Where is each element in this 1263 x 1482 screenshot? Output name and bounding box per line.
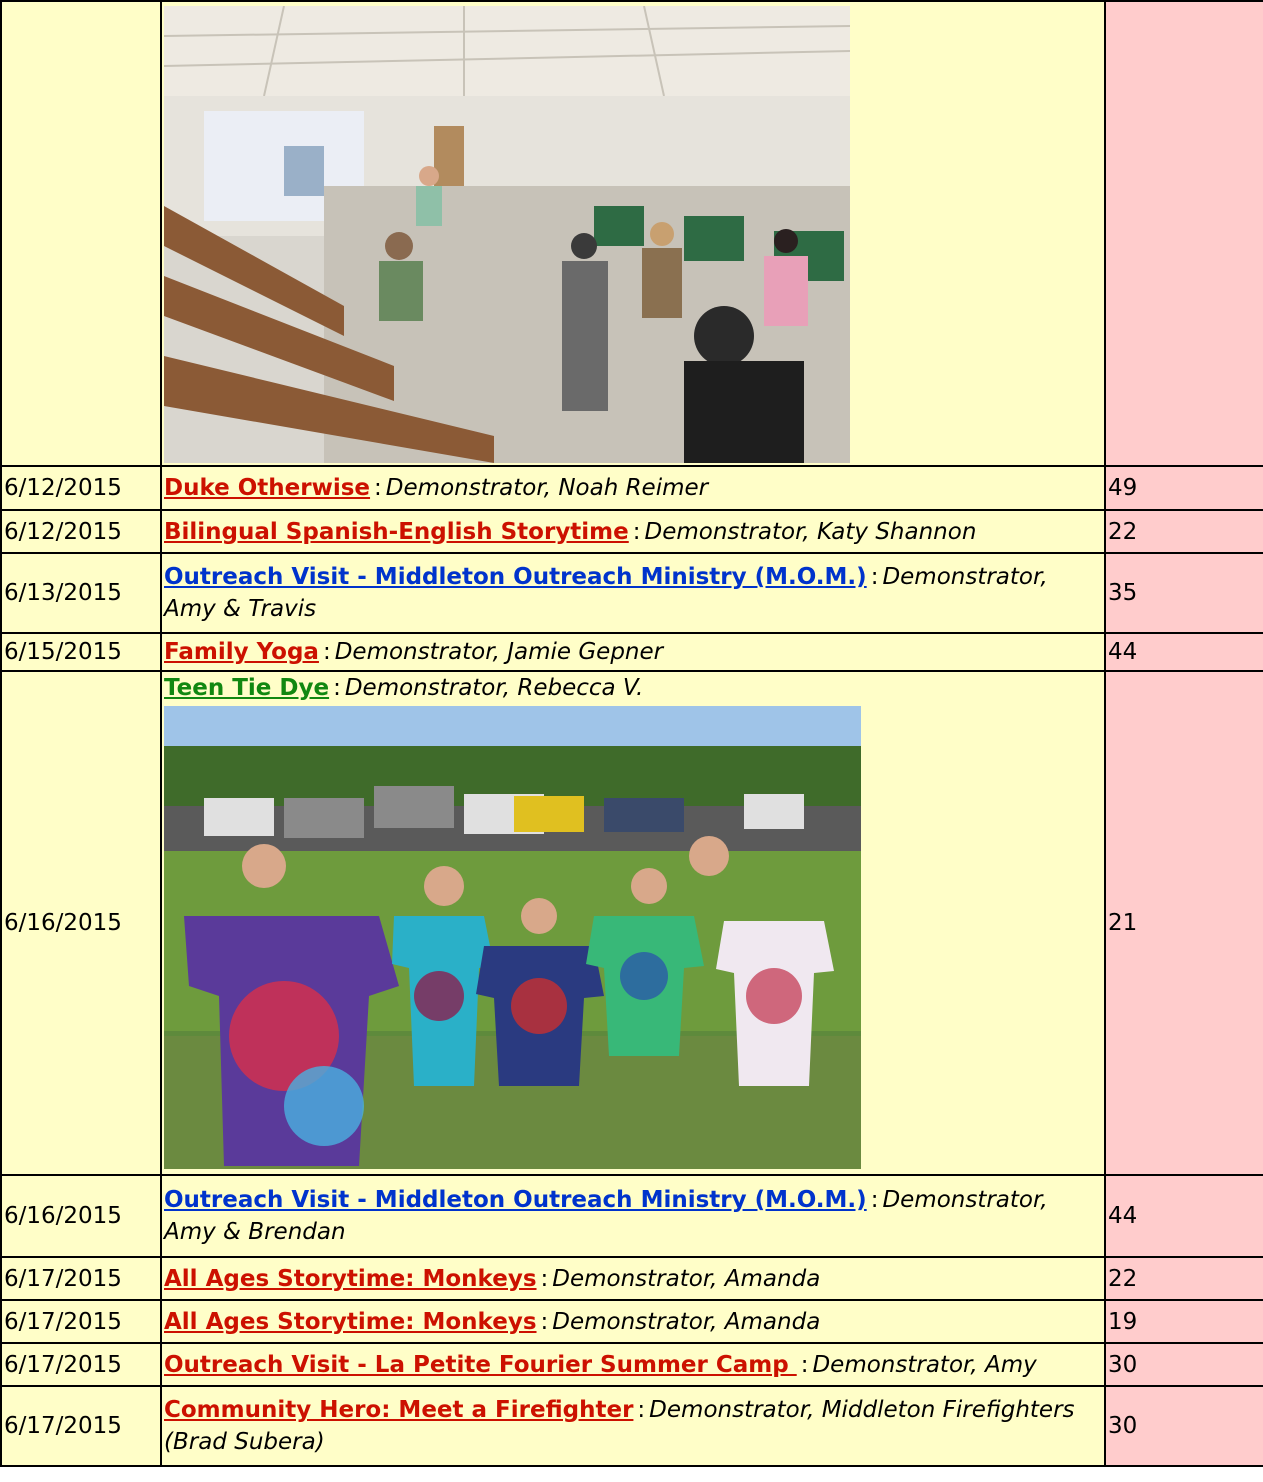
- separator: :: [870, 1187, 879, 1213]
- count-cell: 30: [1105, 1343, 1263, 1386]
- demonstrator-text: Demonstrator, Middleton Firefighters (Brad Subera): [164, 1397, 1075, 1455]
- event-link[interactable]: Teen Tie Dye: [164, 675, 330, 701]
- demonstrator-text: Demonstrator, Katy Shannon: [644, 518, 977, 545]
- date-cell: 6/13/2015: [1, 553, 161, 633]
- table-row: [1, 1386, 1263, 1466]
- demonstrator-text: Demonstrator, Amanda: [552, 1308, 821, 1335]
- event-link[interactable]: Community Hero: Meet a Firefighter: [164, 1397, 634, 1423]
- date-cell: [1, 1, 161, 466]
- table-row: [1, 1300, 1263, 1343]
- count-cell: 19: [1105, 1300, 1263, 1343]
- event-cell: [161, 1257, 1105, 1300]
- event-link[interactable]: Outreach Visit - Middleton Outreach Ministry (M.O.M.): [164, 564, 867, 590]
- date-cell: 6/16/2015: [1, 671, 161, 1175]
- event-cell: [161, 1, 1105, 466]
- date-cell: 6/15/2015: [1, 633, 161, 671]
- demonstrator-text: Demonstrator, Amy & Travis: [164, 564, 1048, 622]
- table-row: [1, 1, 1263, 466]
- table-row: [1, 553, 1263, 633]
- event-link[interactable]: Bilingual Spanish-English Storytime: [164, 518, 629, 545]
- event-link[interactable]: Outreach Visit - La Petite Fourier Summer Camp: [164, 1351, 797, 1378]
- event-cell: [161, 1300, 1105, 1343]
- date-cell: 6/17/2015: [1, 1343, 161, 1386]
- event-cell: [161, 553, 1105, 633]
- count-cell: 22: [1105, 1257, 1263, 1300]
- demonstrator-text: Demonstrator, Jamie Gepner: [334, 639, 664, 665]
- event-cell: [161, 1343, 1105, 1386]
- event-link[interactable]: Duke Otherwise: [164, 475, 371, 501]
- demonstrator-text: Demonstrator, Rebecca V.: [344, 675, 644, 701]
- classroom-photo: [164, 6, 850, 463]
- separator: :: [632, 518, 641, 545]
- separator: :: [540, 1265, 549, 1292]
- demonstrator-text: Demonstrator, Noah Reimer: [385, 475, 709, 501]
- event-link[interactable]: Family Yoga: [164, 639, 319, 665]
- event-cell: [161, 510, 1105, 553]
- date-cell: 6/17/2015: [1, 1300, 161, 1343]
- table-row: [1, 1257, 1263, 1300]
- table-row: [1, 633, 1263, 671]
- separator: :: [800, 1351, 809, 1378]
- demonstrator-text: Demonstrator, Amanda: [552, 1265, 821, 1292]
- separator: :: [322, 639, 331, 665]
- date-cell: 6/12/2015: [1, 510, 161, 553]
- event-link[interactable]: All Ages Storytime: Monkeys: [164, 1265, 537, 1292]
- count-cell: 21: [1105, 671, 1263, 1175]
- separator: :: [637, 1397, 646, 1423]
- count-cell: 49: [1105, 466, 1263, 510]
- separator: :: [540, 1308, 549, 1335]
- date-cell: 6/17/2015: [1, 1386, 161, 1466]
- count-cell: 30: [1105, 1386, 1263, 1466]
- table-row: [1, 671, 1263, 1175]
- count-cell: 44: [1105, 1175, 1263, 1257]
- count-cell: 22: [1105, 510, 1263, 553]
- count-cell: 35: [1105, 553, 1263, 633]
- table-row: [1, 1175, 1263, 1257]
- event-link[interactable]: Outreach Visit - Middleton Outreach Ministry (M.O.M.): [164, 1187, 867, 1213]
- event-cell: [161, 633, 1105, 671]
- table-row: [1, 510, 1263, 553]
- separator: :: [870, 564, 879, 590]
- event-link[interactable]: All Ages Storytime: Monkeys: [164, 1308, 537, 1335]
- event-cell: [161, 671, 1105, 1175]
- separator: :: [374, 475, 382, 501]
- demonstrator-text: Demonstrator, Amy: [812, 1351, 1037, 1378]
- count-cell: [1105, 1, 1263, 466]
- separator: :: [333, 675, 341, 701]
- event-cell: [161, 466, 1105, 510]
- date-cell: 6/12/2015: [1, 466, 161, 510]
- event-cell: [161, 1386, 1105, 1466]
- event-cell: [161, 1175, 1105, 1257]
- tie-dye-photo: [164, 706, 861, 1169]
- table-row: [1, 466, 1263, 510]
- date-cell: 6/16/2015: [1, 1175, 161, 1257]
- count-cell: 44: [1105, 633, 1263, 671]
- date-cell: 6/17/2015: [1, 1257, 161, 1300]
- table-row: [1, 1343, 1263, 1386]
- demonstrator-text: Demonstrator, Amy & Brendan: [164, 1187, 1048, 1245]
